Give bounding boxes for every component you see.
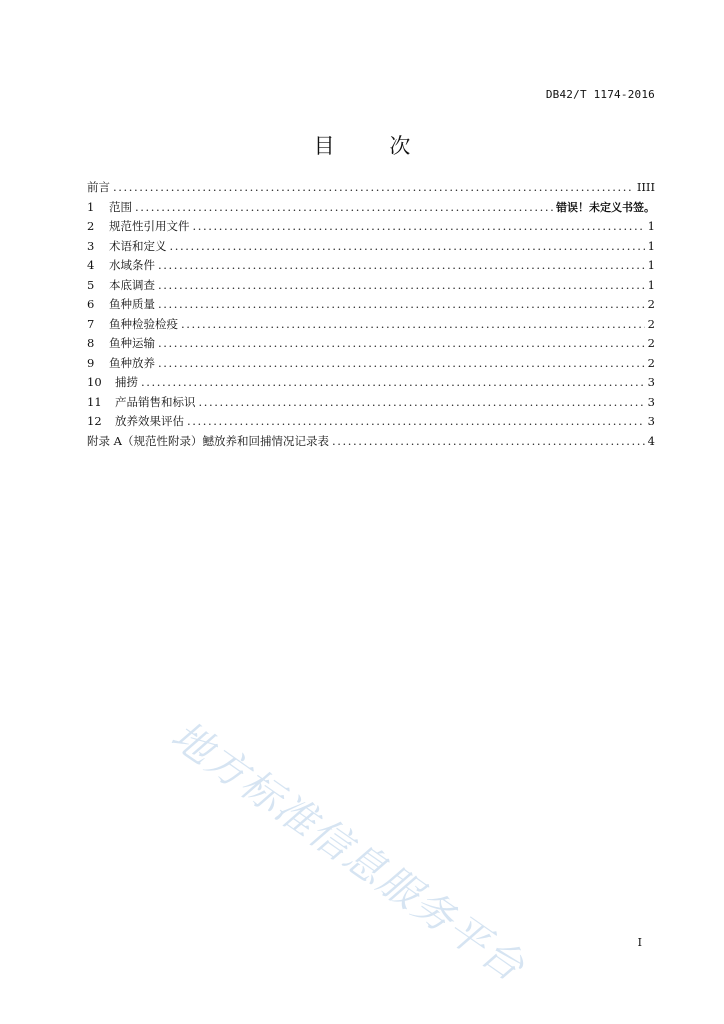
- toc-entry-label: 捕捞: [115, 375, 138, 389]
- toc-leader-dots: [135, 198, 553, 218]
- toc-leader-dots: [199, 393, 645, 413]
- toc-leader-dots: [158, 276, 645, 296]
- toc-entry-label: 范围: [109, 199, 132, 214]
- toc-leader-dots: [158, 354, 645, 374]
- toc-leader-dots: [158, 295, 645, 315]
- toc-entry-page: 1: [647, 238, 655, 253]
- toc-entry-label: 附录 A（规范性附录）鳡放养和回捕情况记录表: [87, 433, 329, 448]
- toc-entry-number: 11: [87, 394, 102, 409]
- page-number: I: [637, 936, 642, 949]
- toc-entry[interactable]: [87, 237, 655, 257]
- toc-entry[interactable]: [87, 354, 655, 374]
- toc-entry-label: 鱼种运输: [109, 336, 155, 350]
- toc-leader-dots: [170, 237, 645, 257]
- table-of-contents: [87, 178, 655, 451]
- toc-entry-page: 3: [647, 375, 655, 389]
- toc-entry-page: 3: [647, 414, 655, 428]
- toc-entry-page: 1: [647, 219, 655, 233]
- toc-entry-number: 4: [87, 258, 95, 272]
- toc-entry[interactable]: [87, 178, 655, 198]
- toc-entry-page: 4: [647, 433, 655, 448]
- toc-leader-dots: [113, 178, 634, 198]
- toc-entry-number: 3: [87, 238, 95, 253]
- toc-entry-number: 6: [87, 297, 95, 311]
- document-code: DB42/T 1174-2016: [545, 88, 655, 101]
- toc-entry[interactable]: [87, 276, 655, 296]
- toc-entry[interactable]: [87, 373, 655, 393]
- toc-entry-page: 1: [647, 277, 655, 292]
- toc-leader-dots: [193, 217, 645, 237]
- toc-entry-number: 8: [87, 336, 95, 350]
- toc-entry[interactable]: [87, 256, 655, 276]
- toc-leader-dots: [158, 334, 645, 354]
- toc-entry[interactable]: [87, 315, 655, 335]
- toc-title: 目 次: [313, 134, 435, 158]
- toc-entry-label: 规范性引用文件: [109, 219, 190, 233]
- toc-entry-page: 错误！未定义书签。: [556, 200, 655, 214]
- toc-entry-label: 产品销售和标识: [115, 394, 196, 409]
- toc-entry-label: 鱼种检验检疫: [109, 316, 178, 331]
- toc-entry[interactable]: [87, 295, 655, 315]
- toc-entry[interactable]: [87, 432, 655, 452]
- toc-entry-page: 2: [647, 355, 655, 370]
- toc-entry[interactable]: [87, 393, 655, 413]
- toc-entry-label: 水域条件: [109, 258, 155, 272]
- toc-entry-page: IIII: [636, 180, 655, 194]
- toc-entry[interactable]: [87, 412, 655, 432]
- toc-entry[interactable]: [87, 198, 655, 218]
- toc-entry-page: 2: [647, 297, 655, 311]
- toc-entry-page: 1: [647, 258, 655, 272]
- toc-entry-label: 术语和定义: [109, 238, 167, 253]
- toc-entry-page: 3: [647, 394, 655, 409]
- toc-entry-label: 放养效果评估: [115, 414, 184, 428]
- toc-entry-number: 5: [87, 277, 95, 292]
- toc-leader-dots: [181, 315, 645, 335]
- toc-entry-number: 12: [87, 414, 102, 428]
- toc-entry[interactable]: [87, 334, 655, 354]
- toc-leader-dots: [141, 373, 645, 393]
- toc-leader-dots: [332, 432, 645, 452]
- toc-entry-label: 鱼种质量: [109, 297, 155, 311]
- toc-entry-number: 9: [87, 355, 95, 370]
- toc-entry-label: 本底调查: [109, 277, 155, 292]
- toc-entry-number: 1: [87, 199, 95, 214]
- toc-entry-number: 7: [87, 316, 95, 331]
- toc-entry[interactable]: [87, 217, 655, 237]
- toc-entry-number: 10: [87, 375, 102, 389]
- toc-leader-dots: [187, 412, 645, 432]
- toc-leader-dots: [158, 256, 645, 276]
- toc-entry-label: 鱼种放养: [109, 355, 155, 370]
- watermark: 地方标准信息服务平台: [162, 712, 534, 992]
- toc-entry-label: 前言: [87, 180, 110, 194]
- toc-entry-page: 2: [647, 336, 655, 350]
- toc-entry-page: 2: [647, 316, 655, 331]
- toc-entry-number: 2: [87, 219, 95, 233]
